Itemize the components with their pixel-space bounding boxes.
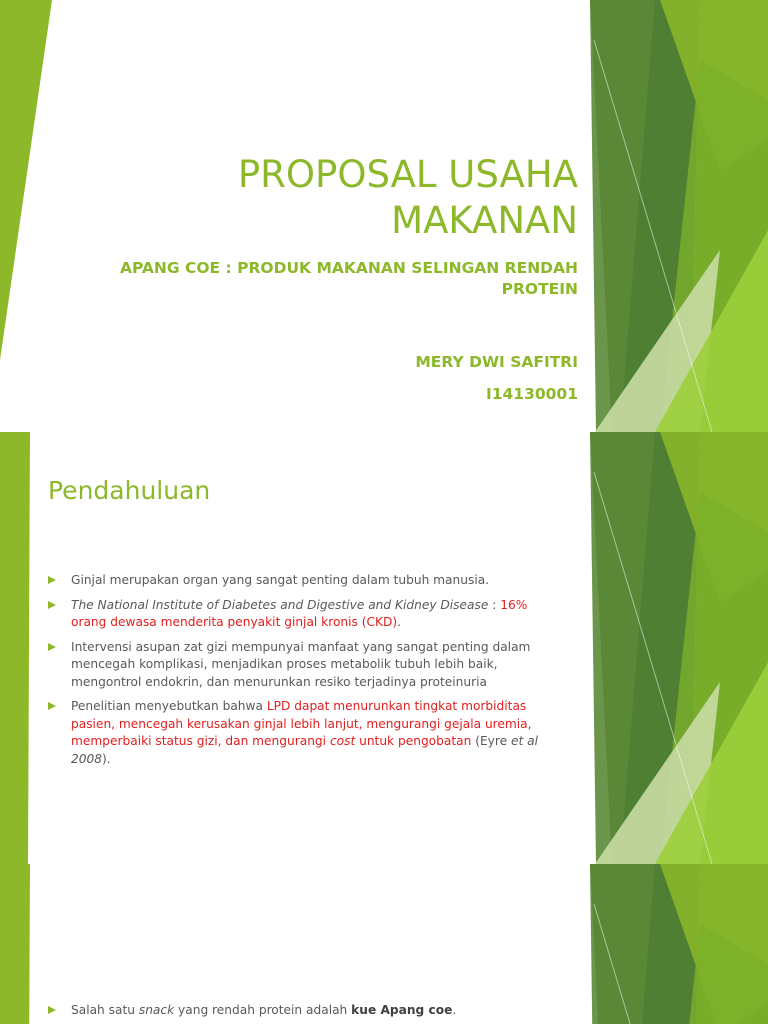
- subtitle-line-2: PROTEIN: [501, 280, 578, 298]
- introduction-slide: [0, 432, 768, 864]
- highlight-text: 16% orang dewasa menderita penyakit ginjal kronis (CKD): [71, 597, 528, 629]
- period: .: [452, 1003, 457, 1017]
- bullet-list: [48, 1002, 553, 1024]
- presentation-subtitle: [58, 258, 578, 300]
- title-slide: [0, 0, 768, 432]
- citation-etal: et al 2008: [71, 734, 539, 766]
- bullet-text: Penelitian menyebutkan bahwa: [71, 699, 267, 713]
- list-item: [48, 639, 553, 692]
- list-item: [48, 698, 553, 768]
- comma: ,: [527, 716, 532, 731]
- bullet-text: Salah satu: [71, 1003, 139, 1017]
- bullet-arrow-icon: [48, 702, 56, 710]
- section-heading: Pendahuluan: [48, 476, 211, 505]
- snack-slide: [0, 864, 768, 1024]
- bullet-arrow-icon: [48, 601, 56, 609]
- list-item: [48, 1002, 553, 1020]
- highlight-term: cost: [329, 734, 356, 748]
- separator: :: [488, 597, 501, 612]
- citation: (Eyre: [471, 734, 511, 748]
- subtitle-line-1: APANG COE : PRODUK MAKANAN SELINGAN RENDAH: [119, 259, 578, 277]
- author-name: MERY DWI SAFITRI: [415, 353, 578, 371]
- bullet-text: Intervensi asupan zat gizi mempunyai manfaat yang sangat penting dalam mencegah komplikasi, menjadikan proses metabolik tubuh lebih baik, mengontrol endokrin, dan menurunkan resiko terjadinya proteinuria: [71, 639, 531, 689]
- snack-term: snack: [138, 1003, 175, 1017]
- title-line-2: MAKANAN: [391, 199, 578, 242]
- author-id: I14130001: [485, 385, 578, 403]
- source-name: The National Institute of Diabetes and Digestive and Kidney Disease: [71, 597, 489, 612]
- presentation-title: [238, 152, 578, 244]
- bullet-arrow-icon: [48, 1006, 56, 1014]
- product-name: kue Apang coe: [351, 1003, 453, 1017]
- bullet-text: Ginjal merupakan organ yang sangat penting dalam tubuh manusia.: [71, 573, 490, 587]
- highlight-text: untuk pengobatan: [355, 734, 472, 748]
- bullet-arrow-icon: [48, 576, 56, 584]
- citation-close: ).: [102, 751, 111, 766]
- bullet-arrow-icon: [48, 643, 56, 651]
- bullet-text: yang rendah protein adalah: [174, 1003, 352, 1017]
- highlight-text: memperbaiki status gizi, dan mengurangi: [71, 734, 330, 748]
- bullet-list: [48, 572, 553, 775]
- title-line-1: PROPOSAL USAHA: [237, 153, 578, 196]
- author-block: [415, 346, 578, 410]
- highlight-text: LPD dapat menurunkan tingkat morbiditas pasien, mencegah kerusakan ginjal lebih lanjut, mengurangi gejala uremia: [71, 699, 528, 731]
- period: .: [397, 615, 402, 629]
- list-item: [48, 597, 553, 632]
- green-facet-decoration: [0, 864, 768, 1024]
- list-item: [48, 572, 553, 590]
